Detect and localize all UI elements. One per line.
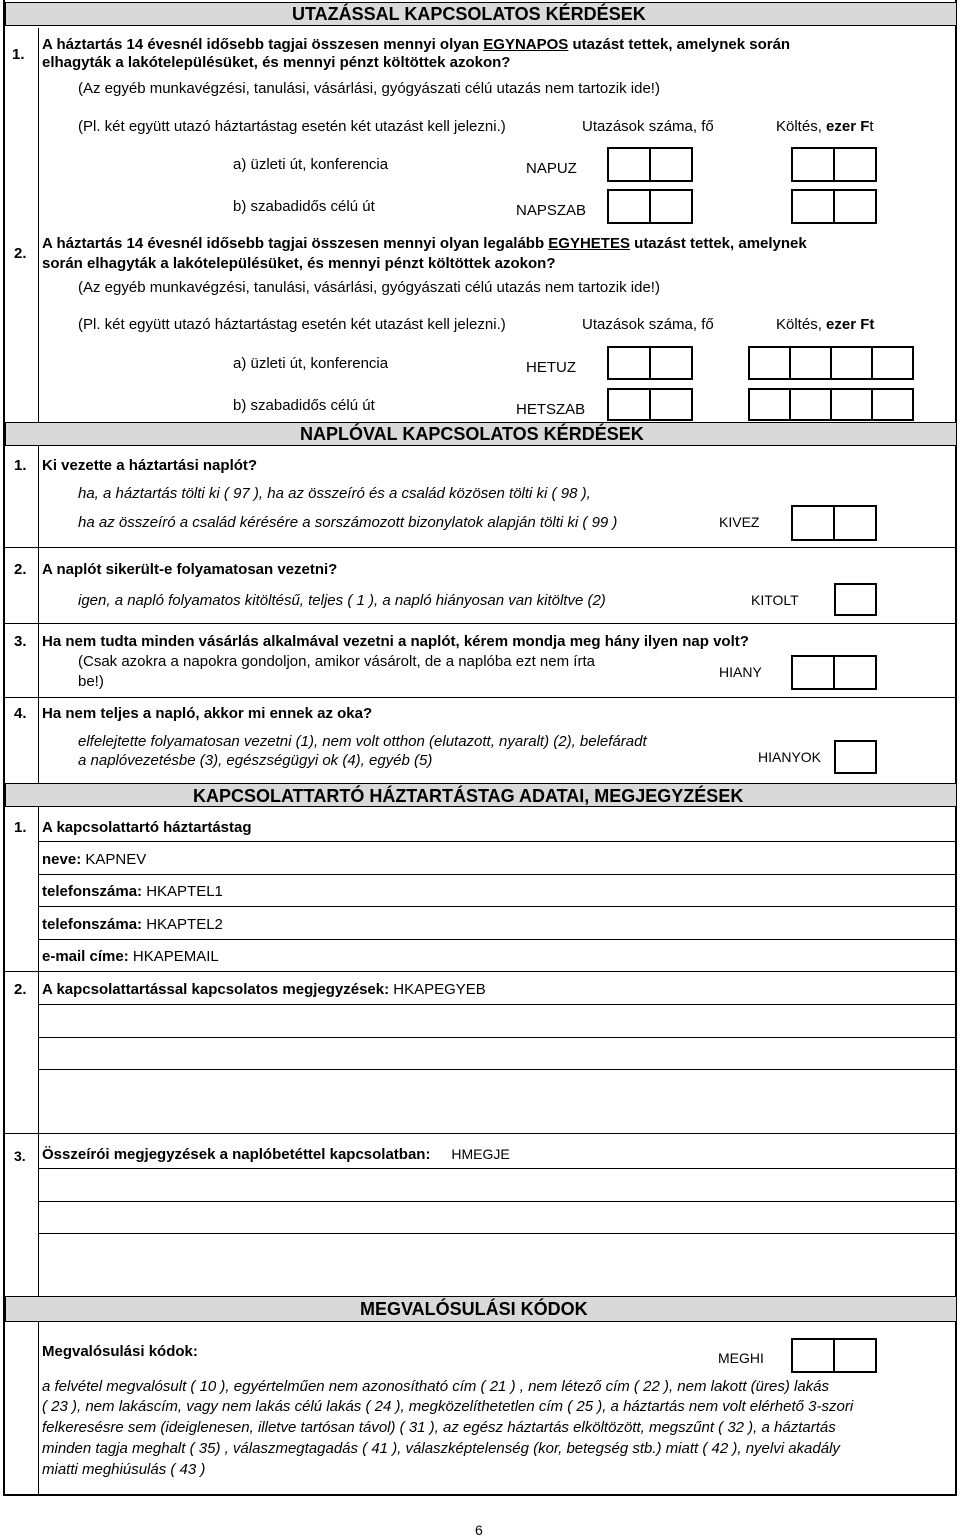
trip-q1-note2: (Pl. két együtt utazó háztartástag esetén két utazást kell jelezni.) <box>78 118 506 135</box>
box-divider <box>871 346 873 380</box>
contact-name-field[interactable]: neve: KAPNEV <box>42 851 147 868</box>
diary-q4-option1: elfelejtette folyamatosan vezetni (1), nem volt otthon (elutazott, nyaralt) (2), belefáradt <box>78 733 647 750</box>
result-codes-line5: miatti meghiúsulás ( 43 ) <box>42 1461 206 1478</box>
bottom-border <box>3 1494 957 1496</box>
box-divider <box>830 388 832 421</box>
trip-q2-col-cost: Költés, ezer Ft <box>776 316 875 333</box>
contact-q1-question: A kapcsolattartó háztartástag <box>42 819 252 836</box>
diary-q1-question: Ki vezette a háztartási naplót? <box>42 457 258 474</box>
row-separator <box>3 697 957 698</box>
contact-q3-question: Összeírói megjegyzések a naplóbetéttel kapcsolatban: HMEGJE <box>42 1146 510 1163</box>
result-code: MEGHI <box>718 1350 764 1366</box>
box-divider <box>830 346 832 380</box>
contact-q2-question: A kapcsolattartással kapcsolatos megjegyzések: HKAPEGYEB <box>42 981 486 998</box>
trip-q2-number: 2. <box>14 245 27 262</box>
trip-q2-row-a-code: HETUZ <box>526 359 576 376</box>
trip-q2-question-line2: során elhagyták a lakótelepülésüket, és mennyi pénzt költöttek azokon? <box>42 255 556 272</box>
diary-q4-question: Ha nem teljes a napló, akkor mi ennek az oka? <box>42 705 373 722</box>
diary-q3-question: Ha nem tudta minden vásárlás alkalmával vezetni a naplót, kérem mondja meg hány ilyen nap volt? <box>42 633 749 650</box>
box-divider <box>833 189 835 224</box>
row-separator <box>3 547 957 548</box>
trip-q1-row-a-label: a) üzleti út, konferencia <box>233 156 389 173</box>
trip-q1-row-b-label: b) szabadidős célú út <box>233 198 375 215</box>
trip-q1-col-trips: Utazások száma, fő <box>582 118 714 135</box>
result-section-title: MEGVALÓSULÁSI KÓDOK <box>360 1299 588 1319</box>
contact-q1-number: 1. <box>14 819 27 836</box>
page-number: 6 <box>475 1522 483 1538</box>
field-line <box>39 841 957 842</box>
diary-q3-note2: be!) <box>78 673 104 690</box>
diary-q4-option2: a naplóvezetésbe (3), egészségügyi ok (4), egyéb (5) <box>78 752 433 769</box>
box-divider <box>833 1338 835 1373</box>
contact-q3-number: 3. <box>14 1148 26 1164</box>
contact-q2-number: 2. <box>14 981 27 998</box>
box-divider <box>649 189 651 224</box>
contact-email-field[interactable]: e-mail címe: HKAPEMAIL <box>42 948 219 965</box>
trip-q2-col-trips: Utazások száma, fő <box>582 316 714 333</box>
trip-q2-note2: (Pl. két együtt utazó háztartástag esetén két utazást kell jelezni.) <box>78 316 506 333</box>
contact-section-title: KAPCSOLATTARTÓ HÁZTARTÁSTAG ADATAI, MEGJEGYZÉSEK <box>193 786 744 806</box>
box-divider <box>649 388 651 421</box>
trip-section-title: UTAZÁSSAL KAPCSOLATOS KÉRDÉSEK <box>292 4 646 24</box>
box-divider <box>833 505 835 541</box>
contact-phone1-field[interactable]: telefonszáma: HKAPTEL1 <box>42 883 223 900</box>
diary-q4-number: 4. <box>14 705 27 722</box>
row-separator <box>3 623 957 624</box>
diary-q1-option2: ha az összeíró a család kérésére a sorszámozott bizonylatok alapján tölti ki ( 99 ) <box>78 514 618 531</box>
result-codes-line2: ( 23 ), nem lakáscím, vagy nem lakás célú lakás ( 24 ), megközelíthetetlen cím ( 25 ), a háztartás nem volt elérhető 3-szori <box>42 1398 854 1415</box>
field-line <box>39 906 957 907</box>
box-divider <box>789 346 791 380</box>
box-divider <box>833 655 835 690</box>
result-label: Megvalósulási kódok: <box>42 1343 198 1360</box>
diary-q1-number: 1. <box>14 457 27 474</box>
field-line <box>39 874 957 875</box>
trip-q2-row-b-label: b) szabadidős célú út <box>233 397 375 414</box>
box-divider <box>833 147 835 182</box>
field-line <box>39 939 957 940</box>
box-divider <box>871 388 873 421</box>
enumerator-comments-area[interactable] <box>39 1169 957 1295</box>
trip-q1-note1: (Az egyéb munkavégzési, tanulási, vásárlási, gyógyászati célú utazás nem tartozik ide!) <box>78 80 660 97</box>
trip-q1-row-b-code: NAPSZAB <box>516 202 587 219</box>
diary-q2-code: KITOLT <box>751 592 799 608</box>
left-border <box>3 0 5 1495</box>
trip-q1-row-a-code: NAPUZ <box>526 160 577 177</box>
diary-q2-question: A naplót sikerült-e folyamatosan vezetni? <box>42 561 338 578</box>
trip-q1-col-cost: Költés, ezer Ft <box>776 118 874 135</box>
hianyok-input[interactable] <box>834 740 877 774</box>
trip-q1-question-line1: A háztartás 14 évesnél idősebb tagjai összesen mennyi olyan EGYNAPOS utazást tettek, amelynek során <box>42 36 791 53</box>
box-divider <box>649 346 651 380</box>
diary-q3-note1: (Csak azokra a napokra gondoljon, amikor vásárolt, de a naplóba ezt nem írta <box>78 653 595 670</box>
contact-comments-area[interactable] <box>39 1005 957 1132</box>
result-codes-line4: minden tagja meghalt ( 35) , válaszmegtagadás ( 41 ), válaszképtelenség (kor, betegség stb.) miatt ( 42 ), nyelvi akadály <box>42 1440 840 1457</box>
diary-q3-number: 3. <box>14 633 27 650</box>
diary-q1-option1: ha, a háztartás tölti ki ( 97 ), ha az összeíró és a család közösen tölti ki ( 98 ), <box>78 485 591 502</box>
row-separator <box>3 971 957 972</box>
trip-q1-number: 1. <box>12 46 25 63</box>
trip-q2-row-a-label: a) üzleti út, konferencia <box>233 355 389 372</box>
trip-q2-row-b-code: HETSZAB <box>516 401 586 418</box>
trip-q2-question-line1: A háztartás 14 évesnél idősebb tagjai összesen mennyi olyan legalább EGYHETES utazást tettek, amelynek <box>42 235 807 252</box>
diary-q3-code: HIANY <box>719 664 762 680</box>
diary-q2-number: 2. <box>14 561 27 578</box>
contact-phone2-field[interactable]: telefonszáma: HKAPTEL2 <box>42 916 223 933</box>
result-codes-line1: a felvétel megvalósult ( 10 ), egyértelműen nem azonosítható cím ( 21 ) , nem létező cím ( 22 ), nem lakott (üres) lakás <box>42 1378 830 1395</box>
box-divider <box>789 388 791 421</box>
result-codes-line3: felkeresésre sem (ideiglenesen, illetve tartósan távol) ( 31 ), az egész háztartás elköltözött, megszűnt ( 32 ), a háztartás <box>42 1419 836 1436</box>
box-divider <box>649 147 651 182</box>
diary-section-title: NAPLÓVAL KAPCSOLATOS KÉRDÉSEK <box>300 424 644 444</box>
row-separator <box>3 1133 957 1134</box>
trip-q2-note1: (Az egyéb munkavégzési, tanulási, vásárlási, gyógyászati célú utazás nem tartozik ide!) <box>78 279 660 296</box>
diary-q1-code: KIVEZ <box>719 514 760 530</box>
diary-q2-option: igen, a napló folyamatos kitöltésű, teljes ( 1 ), a napló hiányosan van kitöltve (2) <box>78 592 606 609</box>
trip-q1-question-line2: elhagyták a lakótelepülésüket, és mennyi pénzt költöttek azokon? <box>42 54 511 71</box>
diary-q4-code: HIANYOK <box>758 749 822 765</box>
kitolt-input[interactable] <box>834 583 877 616</box>
